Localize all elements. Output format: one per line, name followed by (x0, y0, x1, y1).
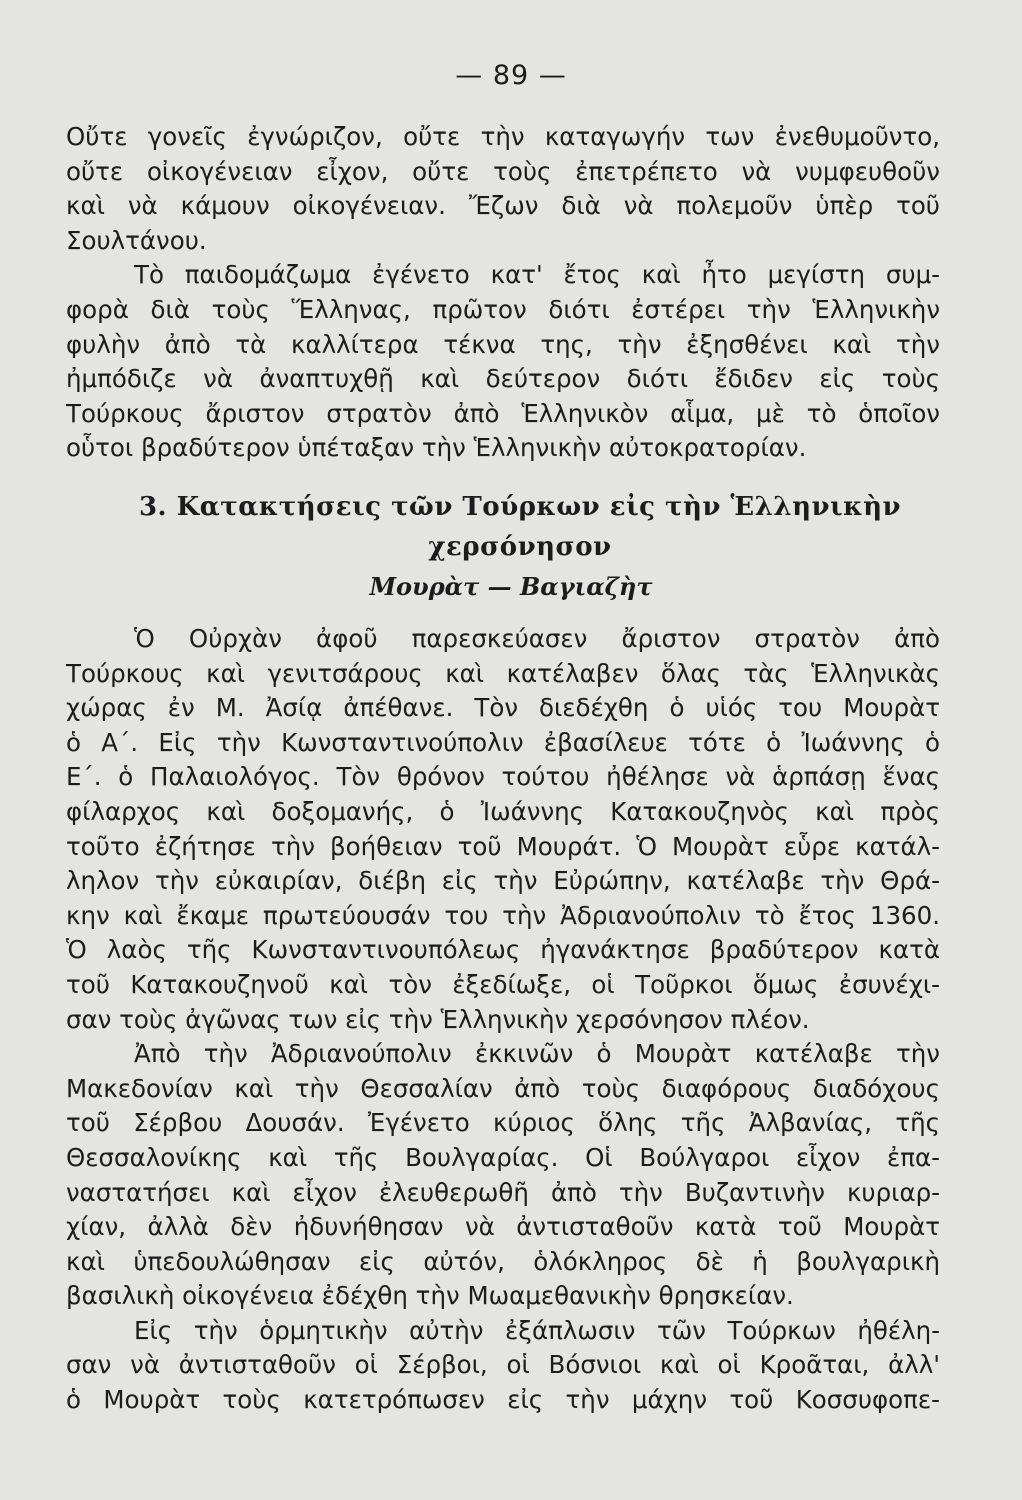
text-block-top (66, 120, 940, 466)
paragraph-line: Μακεδονίαν καὶ τὴν Θεσσαλίαν ἀπὸ τοὺς διαφόρους διαδόχους (66, 1073, 940, 1103)
paragraph-line: Εἰς τὴν ὁρμητικὴν αὐτὴν ἐξάπλωσιν τῶν Τούρκων ἠθέλη- (134, 1315, 940, 1345)
paragraph-line: ναστατήσει καὶ εἶχον ἐλευθερωθῆ ἀπὸ τὴν Βυζαντινὴν κυριαρ- (66, 1177, 940, 1207)
paragraph-line: φορὰ διὰ τοὺς Ἕλληνας, πρῶτον διότι ἐστέρει τὴν Ἑλληνικὴν (66, 294, 940, 324)
page-number: — 89 — (455, 60, 567, 91)
paragraph-line: τοῦ Κατακουζηνοῦ καὶ τὸν ἐξεδίωξε, οἱ Τοῦρκοι ὅμως ἐσυνέχι- (66, 969, 940, 999)
paragraph-line: Ὁ λαὸς τῆς Κωνσταντινουπόλεως ἠγανάκτησε βραδύτερον κατὰ (66, 935, 940, 965)
paragraph-3 (66, 622, 940, 1037)
paragraph-line: Ἀπὸ τὴν Ἀδριανούπολιν ἐκκινῶν ὁ Μουρὰτ κατέλαβε τὴν (134, 1039, 940, 1069)
paragraph-line: οὔτε οἰκογένειαν εἶχον, οὔτε τοὺς ἐπετρέπετο νὰ νυμφευθοῦν (66, 156, 940, 186)
paragraph-line: Ε΄. ὁ Παλαιολόγος. Τὸν θρόνον τούτου ἠθέλησε νὰ ἁρπάσῃ ἕνας (66, 762, 940, 792)
paragraph-line: καὶ νὰ κάμουν οἰκογένειαν. Ἔζων διὰ νὰ πολεμοῦν ὑπὲρ τοῦ (66, 191, 940, 221)
paragraph-line: ἠμπόδιζε νὰ ἀναπτυχθῇ καὶ δεύτερον διότι ἔδιδεν εἰς τοὺς (66, 364, 940, 394)
paragraph-line: φίλαρχος καὶ δοξομανής, ὁ Ἰωάννης Κατακουζηνὸς καὶ πρὸς (66, 796, 940, 826)
paragraph-1 (66, 120, 940, 258)
paragraph-line: ληλον τὴν εὐκαιρίαν, διέβη εἰς τὴν Εὐρώπην, κατέλαβε τὴν Θρά- (66, 866, 940, 896)
paragraph-line: φυλὴν ἀπὸ τὰ καλλίτερα τέκνα της, τὴν ἐξησθένει καὶ τὴν (66, 329, 940, 359)
text-block-bottom (66, 622, 940, 1418)
paragraph-line: οὗτοι βραδύτερον ὑπέταξαν τὴν Ἑλληνικὴν αὐτοκρατορίαν. (66, 433, 807, 463)
subheading: Μουρὰτ — Βαγιαζὴτ (369, 572, 653, 601)
paragraph-line: Οὔτε γονεῖς ἐγνώριζον, οὔτε τὴν καταγωγήν των ἐνεθυμοῦντο, (66, 122, 940, 151)
paragraph-line: Θεσσαλονίκης καὶ τῆς Βουλγαρίας. Οἱ Βούλγαροι εἶχον ἐπα- (66, 1142, 940, 1172)
paragraph-5 (66, 1314, 940, 1418)
paragraph-line: χώρας ἐν Μ. Ἀσίᾳ ἀπέθανε. Τὸν διεδέχθη ὁ υἱός του Μουρὰτ (66, 693, 940, 723)
paragraph-line: ὁ Α΄. Εἰς τὴν Κωνσταντινούπολιν ἐβασίλευε τότε ὁ Ἰωάννης ὁ (66, 727, 940, 757)
paragraph-line: καὶ ὑπεδουλώθησαν εἰς αὐτόν, ὁλόκληρος δὲ ἡ βουλγαρικὴ (66, 1246, 940, 1276)
paragraph-2 (66, 258, 940, 466)
section-heading (100, 487, 940, 567)
paragraph-line: τοῦτο ἐζήτησε τὴν βοήθειαν τοῦ Μουράτ. Ὁ Μουρὰτ εὗρε κατάλ- (66, 831, 940, 861)
paragraph-line: χίαν, ἀλλὰ δὲν ἠδυνήθησαν νὰ ἀντισταθοῦν κατὰ τοῦ Μουρὰτ (66, 1212, 940, 1242)
paragraph-4 (66, 1037, 940, 1314)
paragraph-line: Τὸ παιδομάζωμα ἐγένετο κατ' ἔτος καὶ ἦτο μεγίστη συμ- (134, 260, 940, 290)
paragraph-line: Τούρκους καὶ γενιτσάρους καὶ κατέλαβεν ὅλας τὰς Ἑλληνικὰς (66, 658, 940, 688)
paragraph-line: κην καὶ ἔκαμε πρωτεύουσάν του τὴν Ἀδριανούπολιν τὸ ἔτος 1360. (66, 900, 940, 930)
paragraph-line: ὁ Μουρὰτ τοὺς κατετρόπωσεν εἰς τὴν μάχην τοῦ Κοσσυφοπε- (66, 1385, 940, 1415)
paragraph-line: σαν τοὺς ἀγῶνας των εἰς τὴν Ἑλληνικὴν χερσόνησον πλέον. (66, 1004, 810, 1034)
section-heading-line-2: χερσόνησον (428, 532, 612, 562)
paragraph-line: βασιλικὴ οἰκογένεια ἐδέχθη τὴν Μωαμεθανικὴν θρησκείαν. (66, 1281, 794, 1311)
paragraph-line: σαν νὰ ἀντισταθοῦν οἱ Σέρβοι, οἱ Βόσνιοι καὶ οἱ Κροᾶται, ἀλλ' (66, 1350, 940, 1380)
paragraph-line: Ὁ Οὐρχὰν ἀφοῦ παρεσκεύασεν ἄριστον στρατὸν ἀπὸ (134, 624, 940, 653)
paragraph-line: τοῦ Σέρβου Δουσάν. Ἐγένετο κύριος ὅλης τῆς Ἀλβανίας, τῆς (66, 1108, 940, 1138)
paragraph-line: Σουλτάνου. (66, 225, 207, 255)
section-heading-line-1: 3. Κατακτήσεις τῶν Τούρκων εἰς τὴν Ἑλληνικὴν (138, 492, 902, 522)
paragraph-line: Τούρκους ἄριστον στρατὸν ἀπὸ Ἑλληνικὸν αἷμα, μὲ τὸ ὁποῖον (66, 398, 940, 428)
